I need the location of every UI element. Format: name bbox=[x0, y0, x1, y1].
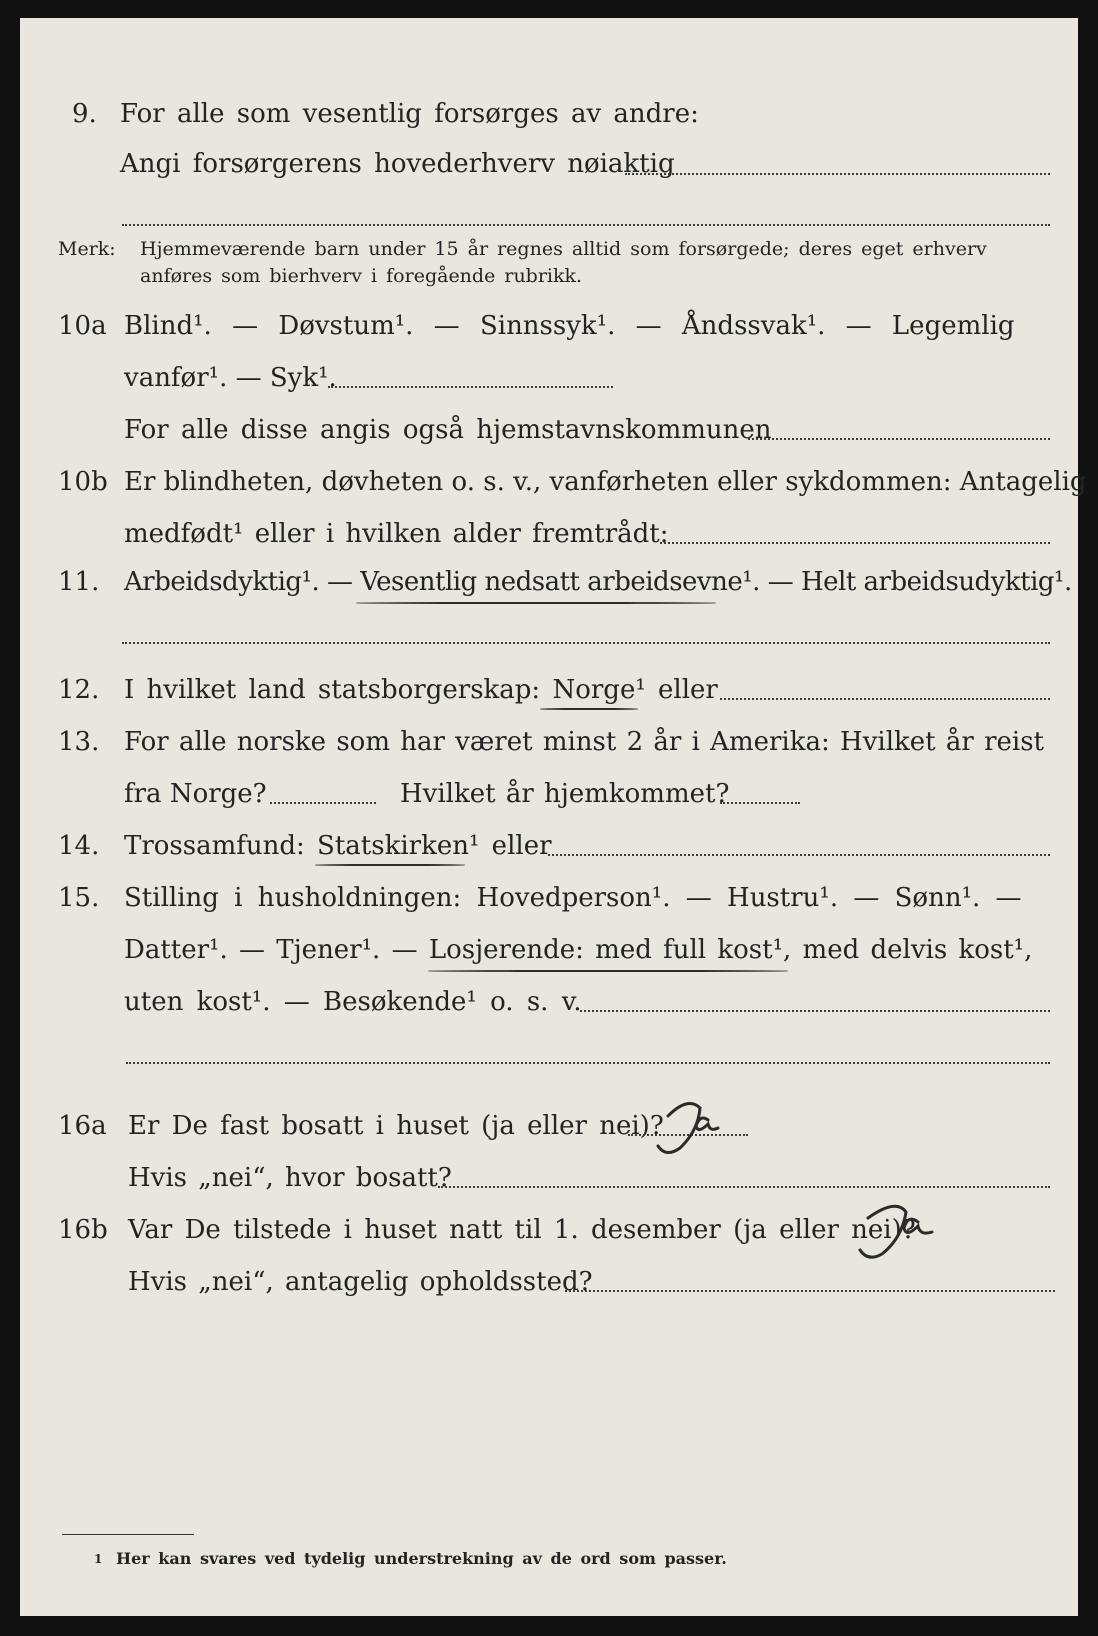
census-form-page bbox=[20, 18, 1087, 1616]
q11-line bbox=[124, 566, 1072, 598]
q15-number: 15. bbox=[58, 883, 100, 913]
q10a-syk-answer-line[interactable] bbox=[328, 386, 613, 388]
q13-number: 13. bbox=[58, 727, 100, 757]
q10a-kommune-answer-line[interactable] bbox=[748, 438, 1050, 440]
q12-question: I hvilket land statsborgerskap: bbox=[124, 675, 553, 705]
q14-handwritten-underline bbox=[315, 864, 465, 866]
q12-handwritten-underline bbox=[540, 708, 638, 710]
q15-option-delvis-kost[interactable]: med delvis kost¹, bbox=[791, 935, 1033, 965]
q14-eller: eller bbox=[479, 831, 552, 861]
q14-option-statskirken[interactable]: Statskirken¹ bbox=[317, 831, 480, 861]
q15-option-losjerende-full-kost[interactable]: Losjerende: med full kost¹, bbox=[428, 935, 792, 965]
q9-answer-line-2[interactable] bbox=[122, 224, 1050, 226]
q9-answer-line[interactable] bbox=[625, 173, 1050, 175]
q9-number: 9. bbox=[72, 99, 97, 129]
q10a-line1: Blind¹. — Døvstum¹. — Sinnssyk¹. — Åndssvak¹. — Legemlig bbox=[124, 311, 1015, 341]
merk-line2: anføres som bierhverv i foregående rubrikk. bbox=[140, 265, 583, 287]
q12-eller: eller bbox=[645, 675, 718, 705]
q11-handwritten-underline bbox=[356, 602, 716, 604]
q14-line bbox=[124, 830, 552, 862]
q9-line2: Angi forsørgerens hovederhverv nøiaktig bbox=[120, 149, 675, 179]
q12-option-norge[interactable]: Norge¹ bbox=[552, 675, 646, 705]
q15-answer-line[interactable] bbox=[580, 1010, 1050, 1012]
footnote-text: Her kan svares ved tydelig understrekning av de ord som passer. bbox=[116, 1549, 727, 1568]
q13-line2b: Hvilket år hjemkommet? bbox=[400, 779, 730, 809]
q11-number: 11. bbox=[58, 567, 100, 597]
q10a-number: 10a bbox=[58, 311, 107, 341]
q13-line2a: fra Norge? bbox=[124, 779, 267, 809]
q16b-number: 16b bbox=[58, 1215, 108, 1245]
merk-label: Merk: bbox=[58, 238, 116, 260]
q10a-line2: vanfør¹. — Syk¹. bbox=[124, 363, 337, 393]
q16b-line1: Var De tilstede i huset natt til 1. desember (ja eller nei)? bbox=[128, 1215, 916, 1245]
q16a-line2: Hvis „nei“, hvor bosatt? bbox=[128, 1163, 452, 1193]
q16a-handwritten-answer[interactable] bbox=[638, 1086, 748, 1166]
q12-answer-line[interactable] bbox=[720, 698, 1050, 700]
q11-option-arbeidsdyktig[interactable]: Arbeidsdyktig¹. — bbox=[124, 567, 361, 597]
q15-line2 bbox=[124, 934, 1032, 966]
q14-question: Trossamfund: bbox=[124, 831, 318, 861]
q10b-line2: medfødt¹ eller i hvilken alder fremtrådt: bbox=[124, 519, 669, 549]
q16a-number: 16a bbox=[58, 1111, 107, 1141]
q16a-bosatt-answer-line[interactable] bbox=[438, 1186, 1050, 1188]
q10b-line1: Er blindheten, døvheten o. s. v., vanførheten eller sykdommen: Antagelig bbox=[124, 467, 1087, 497]
q16b-answer-line[interactable] bbox=[565, 1290, 1055, 1292]
q11-option-udyktig[interactable]: . — Helt arbeidsudyktig¹. bbox=[752, 567, 1072, 597]
footnote-rule bbox=[62, 1534, 194, 1535]
q16b-line2: Hvis „nei“, antagelig opholdssted? bbox=[128, 1267, 593, 1297]
q14-answer-line[interactable] bbox=[548, 854, 1050, 856]
q10a-line3: For alle disse angis også hjemstavnskommunen bbox=[124, 415, 772, 445]
q13-hjemkommet-answer-line[interactable] bbox=[720, 802, 800, 804]
q15-answer-line-2[interactable] bbox=[126, 1062, 1050, 1064]
q10b-answer-line[interactable] bbox=[660, 542, 1050, 544]
q16a-handwriting-ja bbox=[638, 1086, 748, 1166]
q16b-handwritten-answer[interactable] bbox=[840, 1192, 970, 1272]
q15-handwritten-underline bbox=[428, 970, 788, 972]
q16a-line1: Er De fast bosatt i huset (ja eller nei)? bbox=[128, 1111, 664, 1141]
footnote-mark: 1 bbox=[94, 1552, 103, 1566]
q11-option-nedsatt[interactable]: Vesentlig nedsatt arbeidsevne¹ bbox=[360, 567, 753, 597]
q16b-handwriting-ja bbox=[840, 1192, 970, 1272]
q15-line1: Stilling i husholdningen: Hovedperson¹. — Hustru¹. — Sønn¹. — bbox=[124, 883, 1022, 913]
merk-line1: Hjemmeværende barn under 15 år regnes alltid som forsørgede; deres eget erhverv bbox=[140, 238, 987, 260]
q11-answer-line[interactable] bbox=[122, 642, 1050, 644]
q12-line bbox=[124, 674, 718, 706]
q15-options-datter-tjener[interactable]: Datter¹. — Tjener¹. — bbox=[124, 935, 429, 965]
q15-line3: uten kost¹. — Besøkende¹ o. s. v. bbox=[124, 987, 582, 1017]
q12-number: 12. bbox=[58, 675, 100, 705]
q13-reist-answer-line[interactable] bbox=[270, 802, 376, 804]
q13-line1: For alle norske som har været minst 2 år i Amerika: Hvilket år reist bbox=[124, 727, 1044, 757]
q10b-number: 10b bbox=[58, 467, 108, 497]
q9-line1: For alle som vesentlig forsørges av andre: bbox=[120, 99, 699, 129]
q14-number: 14. bbox=[58, 831, 100, 861]
